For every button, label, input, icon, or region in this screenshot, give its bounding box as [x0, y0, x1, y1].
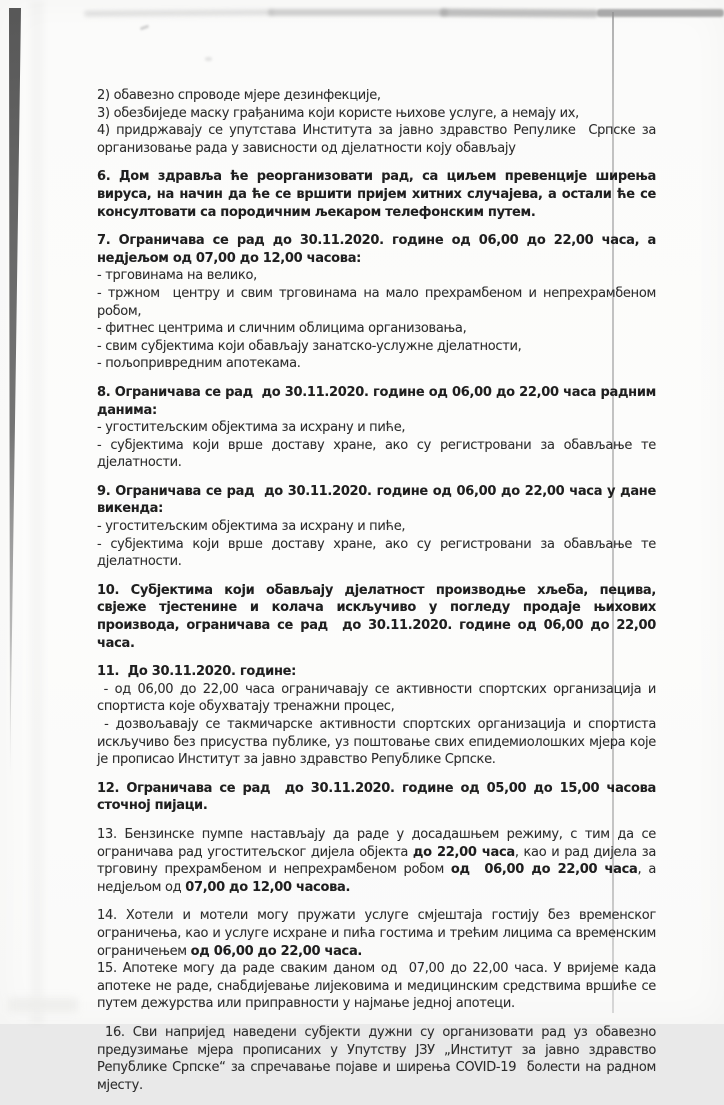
text-line [97, 355, 656, 373]
text-line [97, 716, 660, 769]
scan-top-smear [440, 9, 598, 18]
paragraph-15 [97, 960, 660, 1013]
text-segment: - тржном центру и свим трговинама на мало прехрамбеном и непрехрамбеном робом, [97, 285, 660, 319]
text-line [97, 419, 656, 437]
text-segment-bold: 8. Ограничава се рад до 30.11.2020. године од 06,00 до 22,00 часа радним данима: [97, 384, 661, 418]
text-segment: 3) обезбиједе маску грађанима који користе њихове услуге, а немају их, [97, 105, 579, 121]
text-segment-bold: 10. Субјектима који обављају дјелатност производње хљеба, пецива, свјеже тјестенине и колача искључиво у погледу продаје њихових производа, ограничава се рад до 30.11.2020. године од 06,00 до 22,00 часа. [97, 582, 661, 651]
text-line [97, 483, 661, 518]
text-segment: - свим субјектима који обављају занатско-услужне дјелатности, [97, 338, 522, 354]
text-line [97, 681, 660, 716]
paragraph-16 [97, 1024, 660, 1094]
text-segment: - трговинама на велико, [97, 268, 257, 284]
text-segment: 4) придржавају се упутстава Института за јавно здравство Репулике Српске за организовање рада у зависности од дјелатности коју обављају [97, 123, 660, 156]
text-segment: - пољопривредним апотекама. [97, 356, 301, 372]
list-items-2-4 [97, 87, 660, 157]
text-segment-bold: 9. Ограничава се рад до 30.11.2020. године од 06,00 до 22,00 часа у дане викенда: [97, 483, 661, 517]
text-line [97, 907, 660, 960]
paragraph-9 [97, 483, 661, 571]
paragraph-6 [97, 168, 661, 221]
text-line [97, 87, 656, 105]
text-line [97, 1024, 660, 1094]
text-line [97, 663, 656, 681]
text-line [97, 338, 656, 356]
text-segment: - угоститељским објектима за исхрану и пиће, [97, 519, 406, 535]
text-line [97, 285, 660, 320]
text-line [97, 105, 656, 123]
paragraph-10 [97, 582, 661, 652]
paragraph-7 [97, 232, 661, 373]
text-segment: 14. Хотели и мотели могу пружати услуге смјештаја гостију без временског ограничења, као и услуге исхране и пића гостима и трећим лицима са временским ограничењем [97, 908, 660, 959]
text-segment: 16. Сви напријед наведени субјекти дужни су организовати рад уз обавезно предузимање мјера прописаних у Упутству ЈЗУ „Институт за јавно здравство Републике Српске“ за спречавање појаве и ширења COVID-19 болести на радном мјесту. [97, 1024, 660, 1093]
paragraph-12 [97, 780, 661, 815]
scan-top-smear [84, 9, 274, 16]
text-line [97, 168, 661, 221]
text-line [97, 536, 660, 571]
paragraph-14 [97, 907, 660, 960]
text-segment: - угоститељским објектима за исхрану и пиће, [97, 420, 406, 436]
text-segment: - субјектима који врше доставу хране, ако су регистровани за обављање те дјелатности. [97, 536, 660, 570]
document-text [97, 87, 661, 1105]
paragraph-11 [97, 663, 660, 769]
text-segment: - фитнес центрима и сличним облицима организовања, [97, 321, 467, 337]
text-line [97, 320, 656, 338]
scan-left-edge-bar-icon [0, 0, 30, 800]
text-segment: 15. Апотеке могу да раде сваким даном од 07,00 до 22,00 часа. У вријеме када апотеке не раде, снабдијевање лијековима и медицинским средствима вршиће се путем дежурства или приправности у најмање једној апотеци. [97, 961, 660, 1012]
text-line [97, 232, 661, 267]
text-segment-bold: 6. Дом здравља ће реорганизовати рад, са циљем превенције ширења вируса, на начин да ће се вршити пријем хитних случајева, а остали ће се консултовати са породичним љекаром телефонским путем. [97, 169, 661, 220]
text-line [97, 437, 660, 472]
text-segment-bold: 07,00 до 12,00 часова. [185, 879, 351, 895]
text-line [97, 122, 660, 157]
text-segment-bold: од 06,00 до 22,00 часа [450, 862, 638, 878]
scan-speck [140, 25, 149, 31]
scan-shade-band [30, 0, 44, 1024]
text-line [97, 384, 661, 419]
text-segment: - субјектима који врше доставу хране, ако су регистровани за обављање те дјелатности. [97, 437, 660, 471]
text-line [97, 960, 660, 1013]
text-segment: , као и рад дијела за трговину прехрамбеном и непрехрамбеном робом [97, 844, 660, 878]
paragraph-8 [97, 384, 661, 472]
text-line [97, 780, 661, 815]
text-line [97, 826, 660, 896]
text-segment: 13. Бензинске пумпе настављају да раде у досадашњем режиму, с тим да се ограничава рад угоститељског дијела објекта [97, 826, 660, 860]
text-segment-bold: од 06,00 до 22,00 часа. [190, 943, 363, 959]
text-segment-bold: 12. Ограничава се рад до 30.11.2020. године од 05,00 до 15,00 часова сточној пијаци. [97, 780, 661, 814]
text-segment-bold: 11. До 30.11.2020. године: [97, 664, 297, 680]
text-segment: 2) обавезно спроводе мјере дезинфекције, [97, 88, 381, 103]
text-segment-bold: 7. Ограничава се рад до 30.11.2020. године од 06,00 до 22,00 часа, а недјељом од 07,00 до 12,00 часова: [97, 233, 661, 266]
scan-speck [205, 57, 212, 61]
text-line [97, 518, 656, 536]
scan-bottom-smudge [8, 998, 78, 1012]
text-segment-bold: до 22,00 часа [412, 844, 515, 860]
text-segment: , а недјељом од [97, 862, 660, 895]
text-line [97, 267, 656, 285]
text-line [97, 582, 661, 652]
text-segment: - дозвољавају се такмичарске активности спортских организација и спортиста искључиво без присуства публике, уз поштовање свих епидемиолошких мјера које је прописао Институт за јавно здравство Републике Српске. [97, 717, 660, 768]
scan-top-right-streak [597, 9, 724, 17]
text-segment: - од 06,00 до 22,00 часа ограничавају се активности спортских организација и спортиста које обухватају тренажни процес, [97, 681, 660, 715]
scan-top-smear [268, 9, 448, 16]
paragraph-13 [97, 826, 660, 896]
